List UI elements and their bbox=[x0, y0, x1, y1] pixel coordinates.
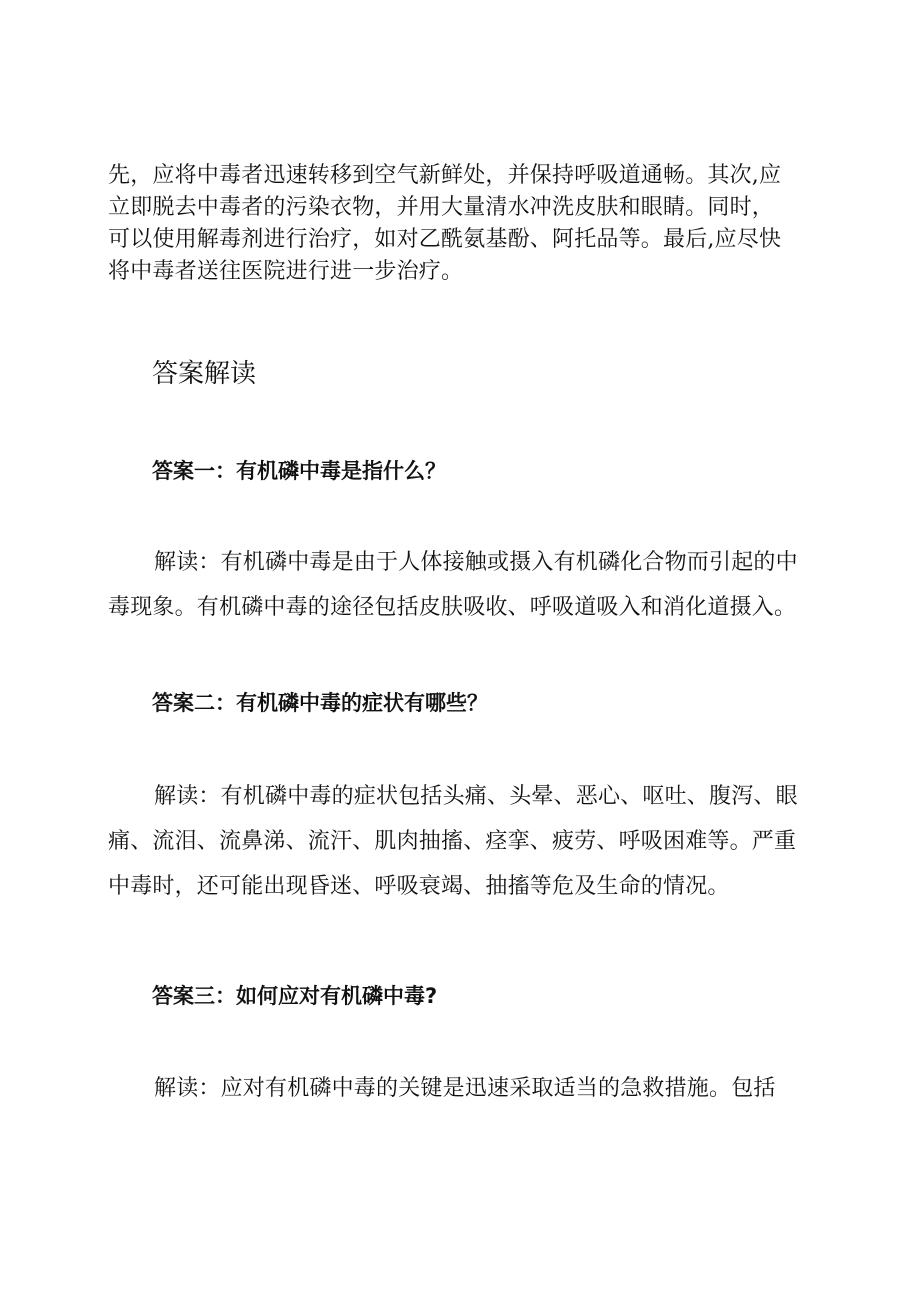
question-heading: 答案三：如何应对有机磷中毒? bbox=[152, 984, 438, 1008]
answer-paragraph bbox=[108, 540, 838, 630]
answer-line: 毒现象。有机磷中毒的途径包括皮肤吸收、呼吸道吸入和消化道摄入。 bbox=[108, 595, 797, 620]
answer-paragraph bbox=[108, 1066, 838, 1111]
answer-paragraph bbox=[108, 774, 838, 909]
intro-line: 立即脱去中毒者的污染衣物，并用大量清水冲洗皮肤和眼睛。同时， bbox=[108, 195, 775, 220]
intro-line: 先，应将中毒者迅速转移到空气新鲜处，并保持呼吸道通畅。其次,应 bbox=[108, 163, 782, 188]
answer-line: 解读：有机磷中毒是由于人体接触或摄入有机磷化合物而引起的中 bbox=[154, 550, 798, 575]
question-heading: 答案一：有机磷中毒是指什么？ bbox=[152, 459, 446, 483]
answer-line: 痛、流泪、流鼻涕、流汗、肌肉抽搐、痉挛、疲劳、呼吸困难等。严重 bbox=[108, 829, 797, 854]
question-heading: 答案二：有机磷中毒的症状有哪些？ bbox=[152, 691, 488, 715]
intro-paragraph bbox=[108, 160, 828, 288]
answer-line: 解读：应对有机磷中毒的关键是迅速采取适当的急救措施。包括 bbox=[154, 1076, 776, 1101]
answer-line: 解读：有机磷中毒的症状包括头痛、头晕、恶心、呕吐、腹泻、眼 bbox=[154, 784, 798, 809]
intro-line: 将中毒者送往医院进行进一步治疗。 bbox=[108, 259, 464, 284]
answer-line: 中毒时，还可能出现昏迷、呼吸衰竭、抽搐等危及生命的情况。 bbox=[108, 874, 730, 899]
intro-line: 可以使用解毒剂进行治疗，如对乙酰氨基酚、阿托品等。最后,应尽快 bbox=[108, 227, 782, 252]
section-title: 答案解读 bbox=[152, 359, 257, 389]
